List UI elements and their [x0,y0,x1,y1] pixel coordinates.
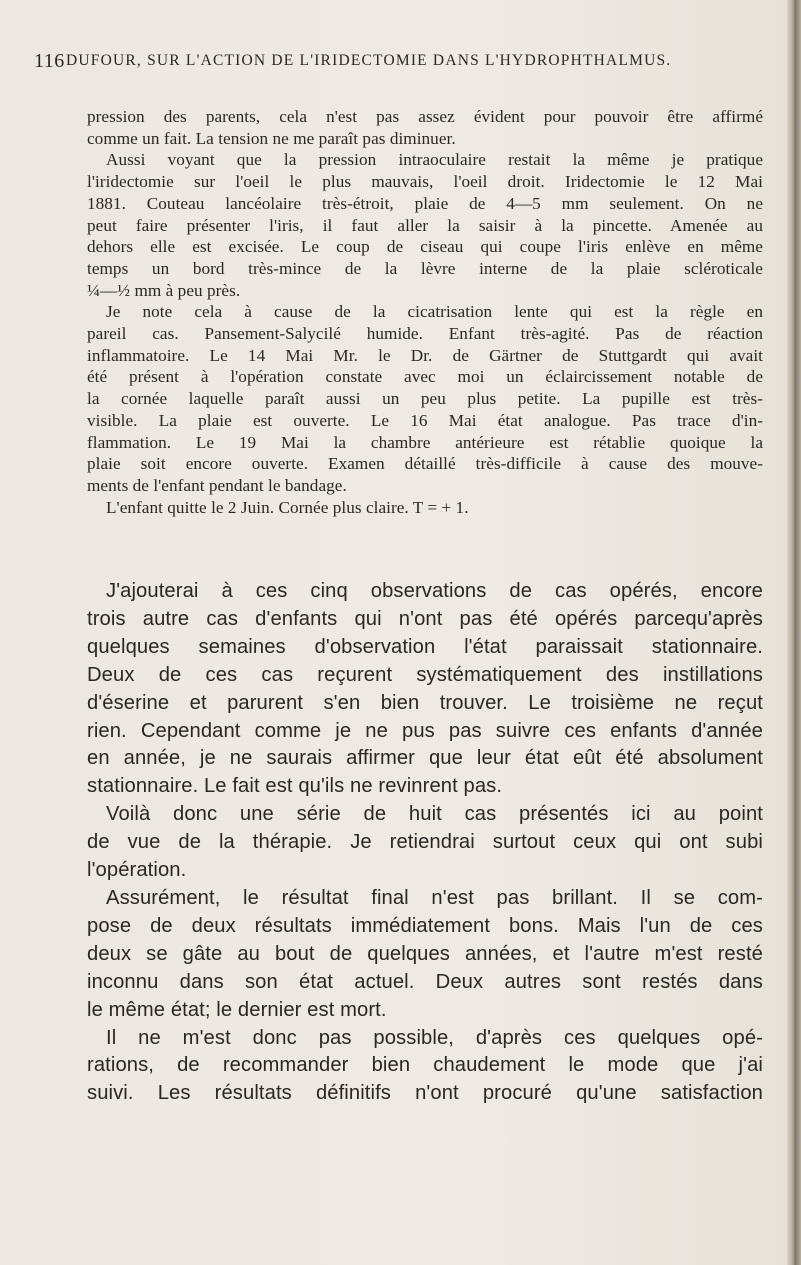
text-line: Deux de ces cas reçurent systématiquement des instillations [87,663,763,686]
text-line: L'enfant quitte le 2 Juin. Cornée plus claire. T = + 1. [106,497,469,517]
large-print-text-block [87,578,763,1108]
text-line: en année, je ne saurais affirmer que leur état eût été absolument [87,747,763,770]
text-line: le même état; le dernier est mort. [87,998,387,1021]
text-line: d'éserine et parurent s'en bien trouver. Le troisième ne reçut [87,691,763,714]
text-line: visible. La plaie est ouverte. Le 16 Mai état analogue. Pas trace d'in- [87,410,763,430]
text-line: deux se gâte au bout de quelques années, et l'autre m'est resté [87,942,763,965]
paragraph-additional-cases [87,578,763,801]
paragraph-continuation [87,106,763,149]
running-header [34,50,774,74]
text-line: rations, de recommander bien chaudement le mode que j'ai [87,1054,763,1077]
paragraph-discharge [87,497,763,519]
text-line: comme un fait. La tension ne me paraît pas diminuer. [87,128,456,148]
text-line: inflammatoire. Le 14 Mai Mr. le Dr. de Gärtner de Stuttgardt qui avait [87,345,763,365]
text-line: été présent à l'opération constate avec moi un éclaircissement notable de [87,367,763,387]
text-line: ments de l'enfant pendant le bandage. [87,475,347,495]
text-line: 1881. Couteau lancéolaire très-étroit, plaie de 4—5 mm seulement. On ne [87,193,763,213]
small-print-text-block [87,106,763,518]
text-line: la cornée laquelle paraît aussi un peu plus petite. La pupille est très- [87,389,763,409]
text-line: Je note cela à cause de la cicatrisation lente qui est la règle en [106,302,763,322]
page-number: 116 [34,50,65,72]
page-edge-shadow [787,0,801,1265]
text-line: Voilà donc une série de huit cas présentés ici au point [106,803,763,826]
running-title: DUFOUR, SUR L'ACTION DE L'IRIDECTOMIE DANS L'HYDROPHTHALMUS. [66,52,672,69]
text-line: rien. Cependant comme je ne pus pas suivre ces enfants d'année [87,719,763,742]
text-line: pression des parents, cela n'est pas assez évident pour pouvoir être affirmé [87,107,763,126]
text-line: Aussi voyant que la pression intraoculaire restait la même je pratique [106,150,763,170]
text-line: ¼—½ mm à peu près. [87,280,241,300]
text-line: Assurément, le résultat final n'est pas brillant. Il se com- [106,886,763,909]
text-line: de vue de la thérapie. Je retiendrai surtout ceux qui ont subi [87,831,763,854]
text-line: trois autre cas d'enfants qui n'ont pas été opérés parcequ'après [87,607,763,630]
paragraph-cicatrisation [87,301,763,496]
text-line: temps un bord très-mince de la lèvre interne de la plaie scléroticale [87,258,763,278]
text-line: suivi. Les résultats définitifs n'ont procuré qu'une satisfaction [87,1082,763,1105]
text-line: quelques semaines d'observation l'état paraissait stationnaire. [87,635,763,658]
paragraph-iridectomy [87,149,763,301]
text-line: plaie soit encore ouverte. Examen détaillé très-difficile à cause des mouve- [87,454,763,474]
text-line: l'opération. [87,859,187,882]
text-line: inconnu dans son état actuel. Deux autres sont restés dans [87,970,763,993]
text-line: flammation. Le 19 Mai la chambre antérieure est rétablie quoique la [87,432,763,452]
text-line: peut faire présenter l'iris, il faut aller la saisir à la pincette. Amenée au [87,215,763,235]
text-line: dehors elle est excisée. Le coup de ciseau qui coupe l'iris enlève en même [87,237,763,257]
text-line: Il ne m'est donc pas possible, d'après ces quelques opé- [106,1026,763,1049]
paragraph-series-summary [87,801,763,885]
text-line: pose de deux résultats immédiatement bons. Mais l'un de ces [87,914,763,937]
text-line: stationnaire. Le fait est qu'ils ne revinrent pas. [87,775,503,798]
text-line: pareil cas. Pansement-Salycilé humide. Enfant très-agité. Pas de réaction [87,324,763,344]
text-line: J'ajouterai à ces cinq observations de cas opérés, encore [106,580,763,602]
text-line: l'iridectomie sur l'oeil le plus mauvais, l'oeil droit. Iridectomie le 12 Mai [87,172,763,192]
paragraph-results [87,885,763,1025]
paragraph-conclusion [87,1025,763,1109]
